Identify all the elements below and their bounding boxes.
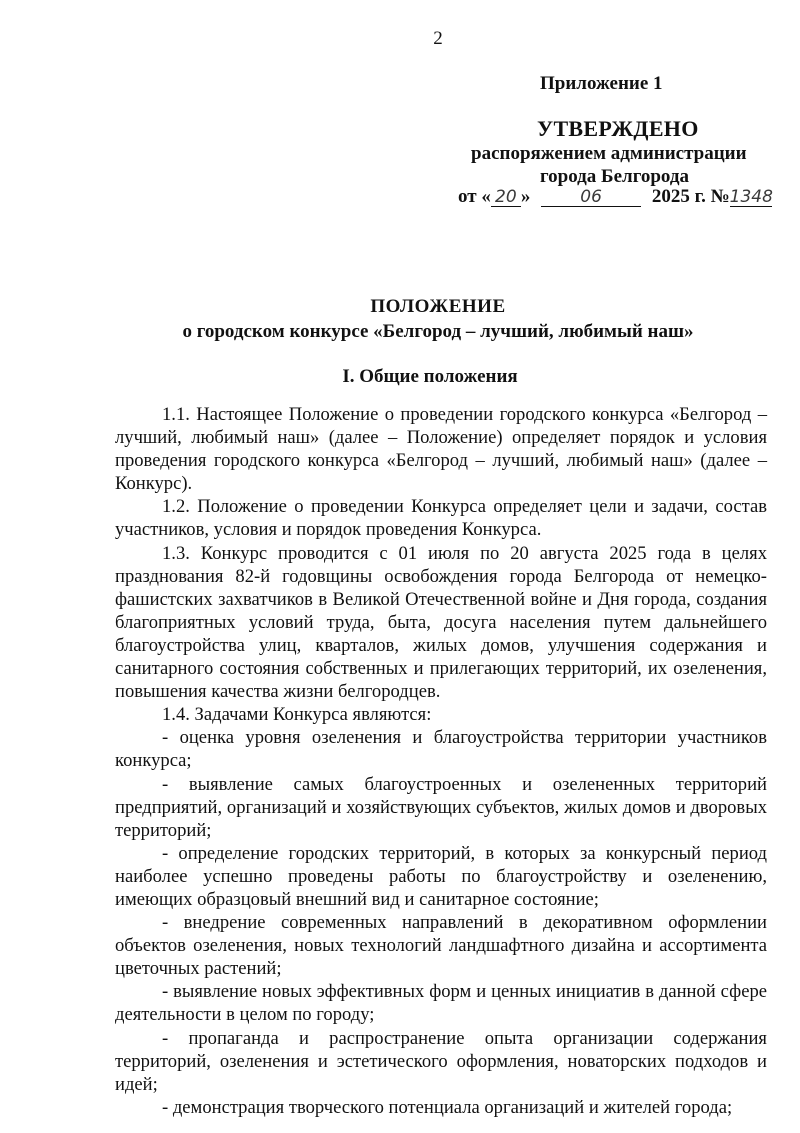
date-month-handwritten: 06 — [541, 188, 641, 207]
task-item: - определение городских территорий, в которых за конкурсный период наиболее успешно проведены работы по благоустройству и озеленению, имеющих образцовый внешний вид и санитарное состояние; — [115, 842, 767, 910]
date-year: 2025 г. № — [651, 186, 730, 207]
page-number: 2 — [433, 28, 443, 49]
date-day-handwritten: 20 — [491, 188, 521, 207]
task-item: - пропаганда и распространение опыта организации содержания территорий, озеленения и эстетического оформления, новаторских подходов и идей; — [115, 1027, 767, 1095]
task-item: - демонстрация творческого потенциала организаций и жителей города; — [162, 1096, 733, 1118]
approved-stamp-label: УТВЕРЖДЕНО — [537, 116, 699, 141]
task-item: - выявление новых эффективных форм и ценных инициатив в данной сфере деятельности в целом по городу; — [115, 981, 767, 1026]
paragraph-1-3: 1.3. Конкурс проводится с 01 июля по 20 августа 2025 года в целях празднования 82-й годовщины освобождения города Белгорода от немецко-фашистских захватчиков в Великой Отечественной войне и Дня города, создания благоприятных условий труда, быта, досуга населения путем дальнейшего благоустройства улиц, кварталов, жилых домов, улучшения содержания и санитарного состояния собственных и прилегающих территорий, их озеленения, повышения качества жизни белгородцев. — [115, 542, 767, 703]
date-mid: » — [520, 186, 531, 207]
task-item: - внедрение современных направлений в декоративном оформлении объектов озеленения, новых технологий ландшафтного дизайна и ассортимента цветочных растений; — [115, 912, 767, 980]
task-item: - оценка уровня озеленения и благоустройства территории участников конкурса; — [115, 727, 767, 772]
date-prefix: от « — [458, 186, 491, 207]
document-subtitle: о городском конкурсе «Белгород – лучший, любимый наш» — [182, 321, 694, 342]
document-body — [115, 403, 767, 1119]
paragraph-1-4: 1.4. Задачами Конкурса являются: — [162, 704, 432, 726]
approval-city: города Белгорода — [540, 166, 689, 187]
order-number-handwritten: 1348 — [729, 187, 773, 207]
section-title: I. Общие положения — [342, 366, 518, 387]
paragraph-1-2: 1.2. Положение о проведении Конкурса определяет цели и задачи, состав участников, условия и порядок проведения Конкурса. — [115, 496, 767, 541]
document-title: ПОЛОЖЕНИЕ — [370, 296, 506, 317]
approval-date-line — [458, 186, 778, 208]
approval-authority: распоряжением администрации — [471, 143, 747, 164]
appendix-label: Приложение 1 — [540, 73, 663, 94]
paragraph-1-1: 1.1. Настоящее Положение о проведении городского конкурса «Белгород – лучший, любимый наш» (далее – Положение) определяет порядок и условия проведения городского конкурса «Белгород – лучший, любимый наш» (далее – Конкурс). — [115, 404, 767, 495]
task-item: - выявление самых благоустроенных и озелененных территорий предприятий, организаций и хозяйствующих субъектов, жилых домов и дворовых территорий; — [115, 773, 767, 841]
